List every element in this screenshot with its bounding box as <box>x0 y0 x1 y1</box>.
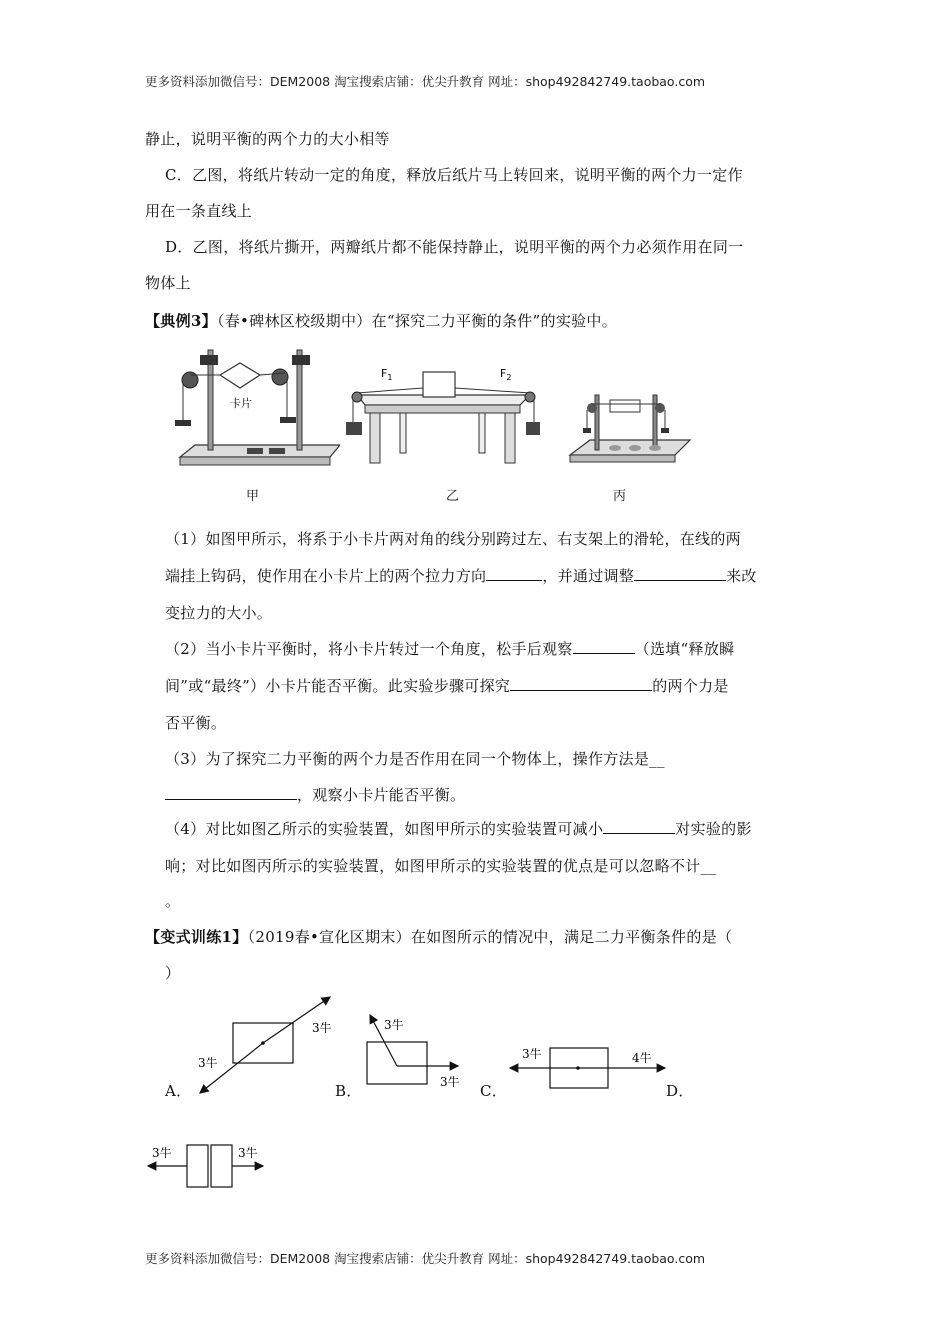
option-c-line2: 用在一条直线上 <box>145 202 253 220</box>
option-a-arrow-up <box>263 997 330 1043</box>
q4-line1: （4）对比如图乙所示的实验装置，如图甲所示的实验装置可减小 对实验的影 <box>165 820 752 838</box>
variant1-title-end: ） <box>165 964 181 982</box>
q1-line2: 端挂上钩码，使作用在小卡片上的两个拉力方向 ，并通过调整 来改 <box>165 567 757 585</box>
option-a-label[interactable]: A． <box>165 1082 192 1100</box>
q1-blank-direction[interactable] <box>486 566 542 581</box>
q1-line1: （1）如图甲所示，将系于小卡片两对角的线分别跨过左、右支架上的滑轮，在线的两 <box>165 530 741 548</box>
q3-line2: ，观察小卡片能否平衡。 <box>165 784 465 805</box>
q3-blank-method[interactable] <box>165 785 297 800</box>
option-b-label[interactable]: B． <box>335 1082 362 1100</box>
q1-line3: 变拉力的大小。 <box>165 604 273 622</box>
page-footer: 更多资料添加微信号：DEM2008 淘宝搜索店铺：优尖升教育 网址：shop492842749.taobao.com <box>145 1251 706 1266</box>
q3-line1: （3）为了探究二力平衡的两个力是否作用在同一个物体上，操作方法是__ <box>165 750 665 768</box>
option-a-bottom-label: 3牛 <box>198 1056 218 1070</box>
figure-bing <box>565 380 695 465</box>
q2-line3: 否平衡。 <box>165 714 227 732</box>
variant1-tag: 【变式训练1】 <box>145 928 248 946</box>
q2-line2: 间”或“最终”）小卡片能否平衡。此实验步骤可探究 的两个力是 <box>165 677 729 695</box>
option-b-right-label: 3牛 <box>440 1075 460 1089</box>
caption-yi: 乙 <box>446 489 460 504</box>
example3-title: （春•碑林区校级期中）在“探究二力平衡的条件”的实验中。 <box>216 312 618 330</box>
option-c-line1: C．乙图，将纸片转动一定的角度，释放后纸片马上转回来，说明平衡的两个力一定作 <box>165 166 743 184</box>
figure-yi <box>345 360 540 470</box>
option-d-left-label: 3牛 <box>152 1146 172 1160</box>
f1-label: $F_1$ <box>381 367 393 382</box>
options-figures <box>140 990 700 1210</box>
example3-heading <box>145 310 617 331</box>
example3-tag: 【典例3】 <box>145 312 217 330</box>
caption-bing: 丙 <box>613 489 627 504</box>
option-c-left-label: 3牛 <box>522 1047 542 1061</box>
option-a-top-label: 3牛 <box>312 1021 332 1035</box>
page-header: 更多资料添加微信号：DEM2008 淘宝搜索店铺：优尖升教育 网址：shop492842749.taobao.com <box>145 74 706 89</box>
option-b-box <box>367 1042 427 1084</box>
option-d-label[interactable]: D． <box>666 1082 694 1100</box>
prev-question-line: 静止，说明平衡的两个力的大小相等 <box>145 130 390 148</box>
card-label: 卡片 <box>230 397 252 410</box>
option-d-box-right <box>211 1145 232 1187</box>
q4-blank-reduce[interactable] <box>603 819 675 834</box>
caption-jia: 甲 <box>246 489 260 504</box>
option-d-box-left <box>187 1145 208 1187</box>
q2-blank-explore[interactable] <box>510 676 652 691</box>
q4-line2: 响；对比如图丙所示的实验装置，如图甲所示的实验装置的优点是可以忽略不计__ <box>165 857 717 875</box>
q2-blank-observe[interactable] <box>573 639 635 654</box>
q2-line1: （2）当小卡片平衡时，将小卡片转过一个角度，松手后观察 （选填“释放瞬 <box>165 640 735 658</box>
option-c-label[interactable]: C． <box>480 1082 508 1100</box>
variant1-heading <box>145 926 732 947</box>
option-b-top-label: 3牛 <box>384 1018 404 1032</box>
option-d-line1: D．乙图，将纸片撕开，两瓣纸片都不能保持静止，说明平衡的两个力必须作用在同一 <box>165 238 744 256</box>
figure-jia <box>165 345 340 475</box>
f2-label: $F_2$ <box>500 367 512 382</box>
option-d-line2: 物体上 <box>145 274 191 292</box>
option-c-right-label: 4牛 <box>632 1051 652 1065</box>
q1-blank-adjust[interactable] <box>634 566 726 581</box>
variant1-title: （2019春•宣化区期末）在如图所示的情况中，满足二力平衡条件的是（ <box>247 928 733 946</box>
q4-line3: 。 <box>165 892 181 910</box>
option-d-right-label: 3牛 <box>238 1146 258 1160</box>
